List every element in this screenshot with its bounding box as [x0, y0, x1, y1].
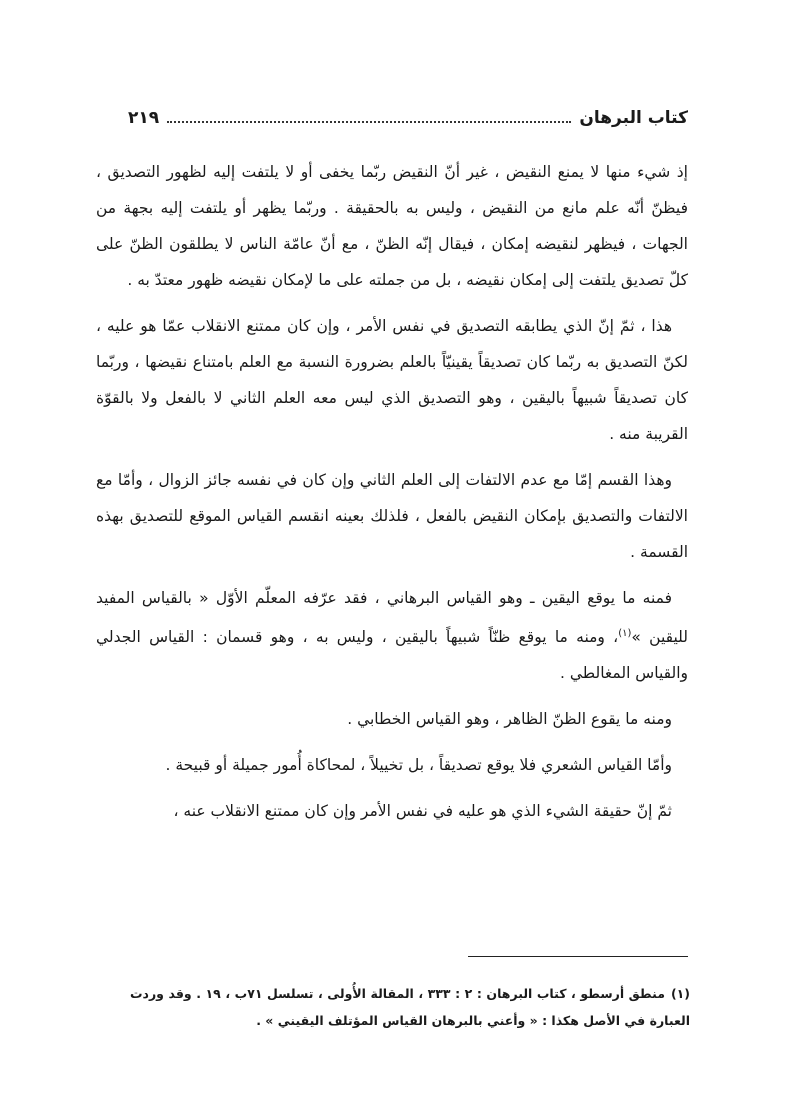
paragraph-6: وأمّا القياس الشعري فلا يوقع تصديقاً ، بل تخييلاً ، لمحاكاة أُمور جميلة أو قبيحة . — [165, 756, 672, 775]
footnote-1-body — [130, 980, 690, 1034]
paragraph-3: وهذا القسم إمّا مع عدم الالتفات إلى العلم الثاني وإن كان في نفسه جائز الزوال ، وأمّا مع الالتفات والتصديق بإمكان النقيض بالفعل ، فلذلك بعينه انقسم القياس الموقع للتصديق بهذه القسمة . — [96, 471, 688, 561]
paragraph-2: هذا ، ثمّ إنّ الذي يطابقه التصديق في نفس الأمر ، وإن كان ممتنع الانقلاب عمّا هو عليه ، لكنّ التصديق به ربّما كان تصديقاً يقينيّاً بالعلم بضرورة النسبة مع العلم بامتناع نقيضها ، وربّما كان تصديقاً شبيهاً باليقين ، وهو التصديق الذي ليس معه العلم الثاني لا بالفعل ولا بالقوّة القريبة منه . — [96, 317, 688, 443]
header-dot-leader — [167, 121, 571, 123]
footnotes — [130, 980, 690, 1034]
paragraph-5: ومنه ما يقوع الظنّ الظاهر ، وهو القياس الخطابي . — [347, 710, 672, 729]
footnote-reference[interactable]: (١) — [618, 628, 632, 639]
paragraph-1: إذ شيء منها لا يمنع النقيض ، غير أنّ النقيض ربّما يخفى أو لا يلتفت إليه لظهور التصديق ، فيظنّ أنّه علم مانع من النقيض ، وليس به بالحقيقة . وربّما يظهر أو يلتفت إليه بجهة من الجهات ، فيظهر لنقيضه إمكان ، فيقال إنّه الظنّ ، مع أنّ عامّة الناس لا يطلقون الظنّ على كلّ تصديق يلتفت إلى إمكان نقيضه ، بل من جملته على ما لإمكان نقيضه ظهور معتدّ به . — [96, 163, 688, 289]
running-header — [128, 104, 688, 132]
paragraph-4-text-before: فمنه ما يوقع اليقين ـ وهو القياس البرهاني ، فقد عرّفه المعلّم الأوّل « بالقياس المفيد لليقين » — [96, 589, 689, 647]
footnote-number: (١) — [670, 986, 691, 1001]
paragraph-4-text-after: ، ومنه ما يوقع ظنّاً شبيهاً باليقين ، وليس به ، وهو قسمان : القياس الجدلي والقياس المغالطي . — [96, 628, 688, 683]
paragraph-4 — [96, 580, 688, 691]
footnote-divider — [468, 956, 688, 957]
footnote-1 — [130, 980, 690, 1034]
footnote-text: منطق أرسطو ، كتاب البرهان : ٢ : ٣٣٣ ، المقالة الأُولى ، تسلسل ٧١ب ، ١٩ . وقد وردت العبارة في الأصل هكذا : « وأعني بالبرهان القياس المؤتلف اليقيني » . — [130, 986, 690, 1028]
paragraph-7: ثمّ إنّ حقيقة الشيء الذي هو عليه في نفس الأمر وإن كان ممتنع الانقلاب عنه ، — [173, 802, 672, 821]
header-title: كتاب البرهان — [579, 108, 688, 128]
main-text — [96, 154, 688, 839]
page-number: ٢١٩ — [128, 108, 160, 128]
